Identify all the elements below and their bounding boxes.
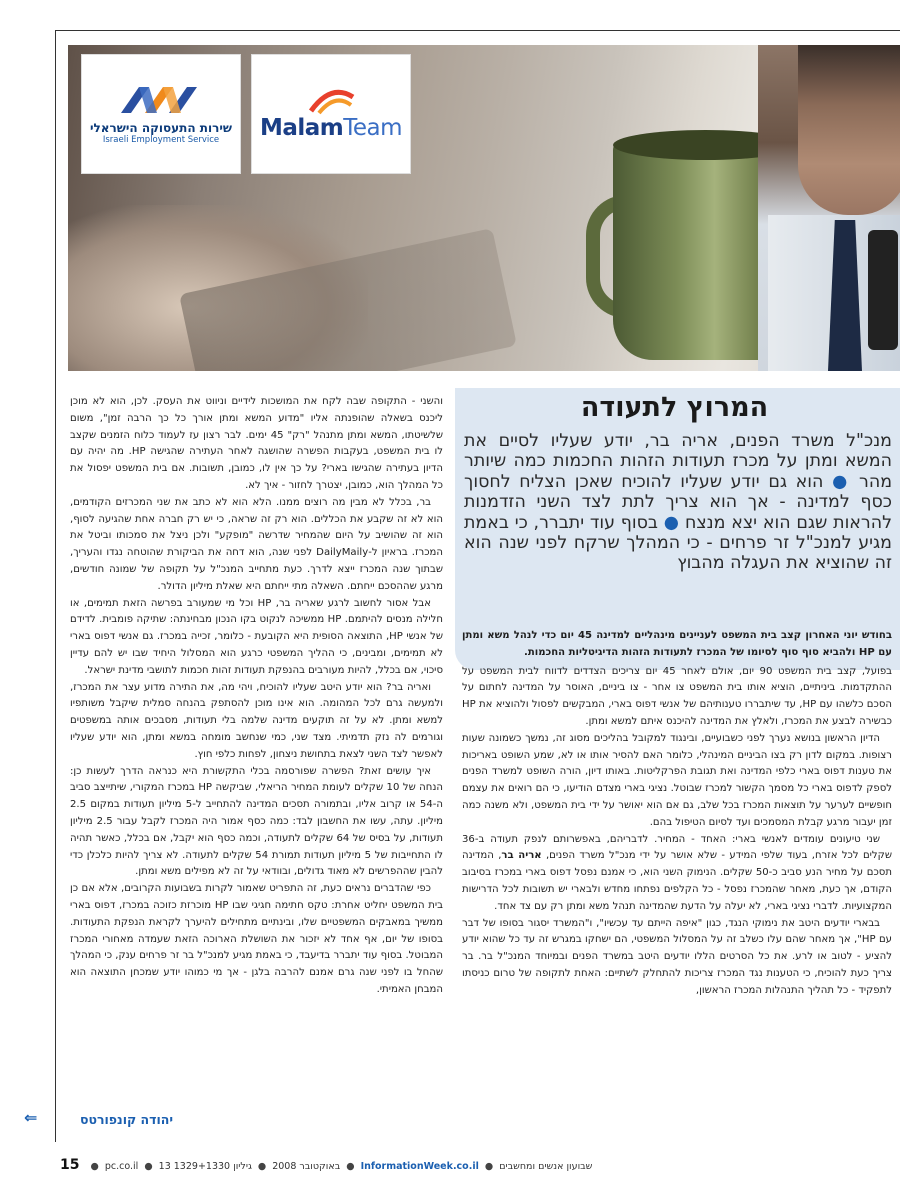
footer-bullet-icon: ● <box>144 1161 153 1172</box>
article-lead <box>464 431 892 574</box>
malam-wordmark <box>260 115 402 141</box>
paragraph: והשני - התקופה שבה לקח את המושכות לידיים וניווט את העסק. לכן, הוא לא מוכן ליכנס בשאלה שהופנתה אליו "מדוע המשא ומתן אורך כל כך הרבה זמן", משום שלשיטתו, המשא ומתן מתנהל "רק" 45 ימים. לבר רצון עז לעמוד כלוח הזמנים שקצב לו בית המשפט, בעקבות הפשרה שהושגה לאחר העתירה שהגישה HP. מה יהיה עם הדיון בעתירה שהגישו בארי? על כך אין לו, כמובן, תשובות. אם בית המשפט יפסול את כל המהלך הוא, כמובן, יצטרך לחזור - איך לא. <box>70 396 443 491</box>
malam-team-logo <box>252 55 410 173</box>
paragraph-text: שני טיעונים עומדים לאנשי בארי: האחד - המחיר. לדבריהם, באפשרותם לנפק תעודה ב-36 שקלים לכל אזרח, בעוד שלפי המידע - שלא אושר על ידי מנכ"ל משרד הפנים, <box>462 833 892 862</box>
author-byline: יהודה קונפורטס <box>80 1112 174 1127</box>
article-column-right <box>462 628 892 1000</box>
paragraph: בר, בכלל לא מבין מה רוצים ממנו. הלא הוא לא כתב את שני המכרזים הקודמים, הוא לא זה שקבע את הכללים. הוא רק זה שראה, כי יש רק חברה אחת שהגיעה לסוף, הוא זה שהושיב על היום שהמחיר שדרשה "מופקע" ולכן ניצל את סמכותו וביטל את המכרז. בראיון ל-DailyMaily לפני שנה, הוא דחה את הביקורת שהוטחה נגדו והעריך, שבתוך שנה המכרז ייצא לדרך. כעת מתחייב המנכ"ל על תקופה של שמונה חודשים, מרגע שההסכם ייחתם. השאלה מתי ייחתם היא שאלת מיליון הדולר. <box>70 496 443 592</box>
israeli-employment-service-logo <box>82 55 240 173</box>
ies-name-hebrew: שירות התעסוקה הישראלי <box>90 121 232 135</box>
footer-bullet-icon: ● <box>257 1161 267 1172</box>
malam-word: Malam <box>259 115 344 141</box>
lead-part-3: בסוף עוד יתברר, כי באמת מגיע למנכ"ל זר פרחים - כי המהלך שרקח לפני שנה הוא זה שהוציא את העגלה מהבוץ <box>464 512 892 574</box>
page-number: 15 <box>60 1157 80 1173</box>
team-word: Team <box>343 115 403 141</box>
paragraph-text: , המדינה תסכם על מחיר הנע סביב כ-50 שקלים. הנימוק השני הוא, כי אמנם נפסל דפוס בארי במכרז בסיבוב הקודם, אך כעת, מאחר שהמכרז נפסל - כל הקלפים נפתחו מחדש ולבארי יש תשובות לכל הדרישות המקצועיות. לדברי נציגי בארי, לא יעלה על הדעת שהמדינה תנהל משא ומתן רק עם צד אחד. <box>462 850 892 912</box>
page-footer <box>60 1157 660 1173</box>
bullet-dot-icon: ● <box>832 471 851 492</box>
paragraph: כפי שהדברים נראים כעת, זה התפריט שאמור לקרות בשבועות הקרובים, אלא אם כן בית המשפט יחליט אחרת: טקס חתימה חגיגי שבו HP מוכרזת כזוכה במכרז, דפוס בארי ממשיך במאבקים המשפטיים שלו, ובינתיים מתחילים להיערך לקראת הנפקת התעודות. בסופו של יום, אף אחד לא יזכור את השושלת הארוכה הזאת שעמדה מאחורי המכרז המבוטל. בסוף עוד יתברר בדיעבד, כי באמת מגיע למנכ"ל בר זר פרחים ענק, כי המהלך שהחל בו לפני שנה גרם אמנם להרבה בלגן - אך מי כמוהו יודע שמכחן התוצאה הוא המבחן האמיתי. <box>70 883 443 995</box>
person-name: אריה בר <box>501 850 542 862</box>
footer-bullet-icon: ● <box>346 1161 355 1172</box>
paragraph: הדיון הראשון בנושא נערך לפני כשבועיים, ובינגוד למקובל בהליכים מסוג זה, נמשך כשמונה שעות רצופות. במקום לדון רק בצו הביניים המינהלי, כלומר האם להסיר אותו או לא, שמע השופט באריכות את טענות דפוס בארי כלפי המדינה ואת תגובת הפרקליטות. באותו דיון, הורה השופט למשרד הפנים לספק לדפוס בארי כל מסמך הקשור למכרז שבוטל. נציגי בארי מצדם הודיעו, כי הם רואים את עצמם חופשיים לערער על תוצאות המכרז בכל שלב, גם אם הוא יאושר על ידי בית המשפט, ולא משנה כמה זמן יעבור מרגע קבלת המסמכים ועד לסיום הטיפול בהם. <box>462 732 892 828</box>
footer-bullet-icon: ● <box>90 1161 99 1172</box>
article-column-left <box>70 394 443 999</box>
footer-site-pc[interactable]: pc.co.il <box>104 1161 139 1172</box>
photo-head <box>798 45 900 215</box>
paragraph: בפועל, קצב בית המשפט 90 יום, אולם לאחר 45 יום צריכים הצדדים לדווח לבית המשפט על ההתקדמות. ביניתיים, הוציא אותו בית המשפט צו אחר - צו ביניים, האוסר על המדינה לחתום על הסכם כלשהו עם HP, עד שיתבררו טענותיהם של אנשי דפוס בארי, המבקשים לפסול ולהוציא את HP כבשירה לבצע את המכרז, ולאלץ את המדינה להיכנס איתם למשא ומתן. <box>462 665 892 727</box>
paragraph: בבארי יודעים היטב את נימוקי הנגד, כגון "איפה הייתם עד עכשיו", ו"המשרד יסגור בסופו של דבר עם HP", אך מאחר שהם עלו כשלב זה על המסלול המשפטי, הם ישחקו במגרש זה עד כל שהוא יודע להציע - לטוב או לרע. את כל הסרטים הללו יודעים היטב במשרד הפנים ובמיוחד המנכ"ל בר. בר צריך כעת להוכיח, כי הטענות נגד המכרז צריכות להתחלק לשתיים: האחת לתקופה של טרום כניסתו לתפקיד - כל תהליך התנהלות המכרז הראשון, <box>462 917 892 996</box>
footer-site-iw[interactable]: InformationWeek.co.il <box>360 1161 479 1172</box>
continue-arrow-icon: ⇐ <box>24 1108 38 1127</box>
footer-date: 13 באוקטובר 2008 <box>158 1161 341 1172</box>
paragraph: אבל אסור לחשוב לרגע שאריה בר, HP וכל מי שמעורב בפרשה הזאת תמימים, או חלילה מנסים להיתמם. HP ממשיכה לנקוט בקו הנכון מבחינתה: שתיקה פומבית. לדידם של אנשי HP, התוצאה הסופית היא הקובעת - כלומר, זכייה במכרז. גם אנשי דפוס בארי לא תמימים, ומבינים, כי ההליך המשפטי כרגע הוא המסלול היחיד שבו יש להם עדיין סיכוי, אם בכלל, להיות מעורבים בהנפקת תעודות זהות חכמות לתושבי מדינת ישראל. <box>70 597 443 676</box>
malam-emblem-icon <box>301 87 361 115</box>
article-headline: המרוץ לתעודה <box>580 392 769 423</box>
bullet-dot-icon: ● <box>663 512 680 533</box>
footer-publication: שבועון אנשים ומחשבים <box>499 1161 593 1172</box>
lead-part-1: מנכ"ל משרד הפנים, אריה בר, יודע שעליו לסיים את המשא ומתן על מכרז תעודות הזהות החכמות כמה שיותר מהר <box>464 431 893 492</box>
lead-part-2: הוא גם יודע שעליו להוכיח שאכן הצליח לחסוך כסף למדינה - אך הוא צריך לתת לצד השני הזדמנות להראות שגם הוא יצא מנצח <box>464 471 892 533</box>
photo-phone <box>868 230 898 350</box>
article-bold-intro: בחודש יוני האחרון קצב בית המשפט לעניינים מינהליים למדינה 45 יום כדי לנהל משא ומתן עם HP ולהביא סוף סוף לסיומו של המכרז לתעודות הזהות הדיגיטליות החכמות. <box>462 630 892 658</box>
footer-issue: גיליון 1329+1330 <box>173 1161 252 1172</box>
paragraph: ואריה בר? הוא יודע היטב שעליו להוכיח, ויהי מה, את התירה מדוע עצר את המכרז, ולמעשה גרם לכל המהומה. הוא אינו מוכן להסתפק בהנחה סמלית שיקבל משותפיו למשא ומתן. לא על זה תוקעים מדינה שלמה בלי תעודות, מסבכים אותה במשפטים וגורמים לה נזק תדמיתי. מצד שני, כמי שנחשב מומחה במשא ומתן, הוא יודע שעליו לאפשר לצד השני לצאת בתחושת ניצחון, לפחות כלפי חוץ. <box>70 681 443 760</box>
paragraph <box>462 832 892 916</box>
page-frame-left <box>55 30 56 1142</box>
paragraph: איך עושים זאת? הפשרה שפורסמה בכלי התקשורת היא כנראה הדרך לעשות כן: הנחה של 10 שקלים לעומת המחיר הריאלי, שביקשה HP במכרז המקורי, שיתייצב סביב ה-54 או קרוב אליו, ובתמורה תסכים המדינה להתחייב ל-5 מיליון תעודות במקום 2.5 מיליון. עתה, עשו את החשבון לבד: כמה כסף אמור היה המכרז לקבל עבור 2.5 מיליון תעודות, על בסיס של 64 שקלים לתעודה, וכמה כסף הוא יקבל, אם בכלל, כאשר תהיה לו התחייבות של 5 מיליון תעודות תמורת 54 שקלים לתעודה. לא צריך להיות כלכלן כדי להבין שההפרשים לא מאוד גדולים, ובוודאי על זה לא מפילים משא ומתן. <box>70 765 444 878</box>
ies-name-english: Israeli Employment Service <box>102 135 220 145</box>
page-frame-top <box>55 30 900 31</box>
ies-emblem-icon <box>115 83 207 117</box>
footer-bullet-icon: ● <box>484 1161 494 1172</box>
